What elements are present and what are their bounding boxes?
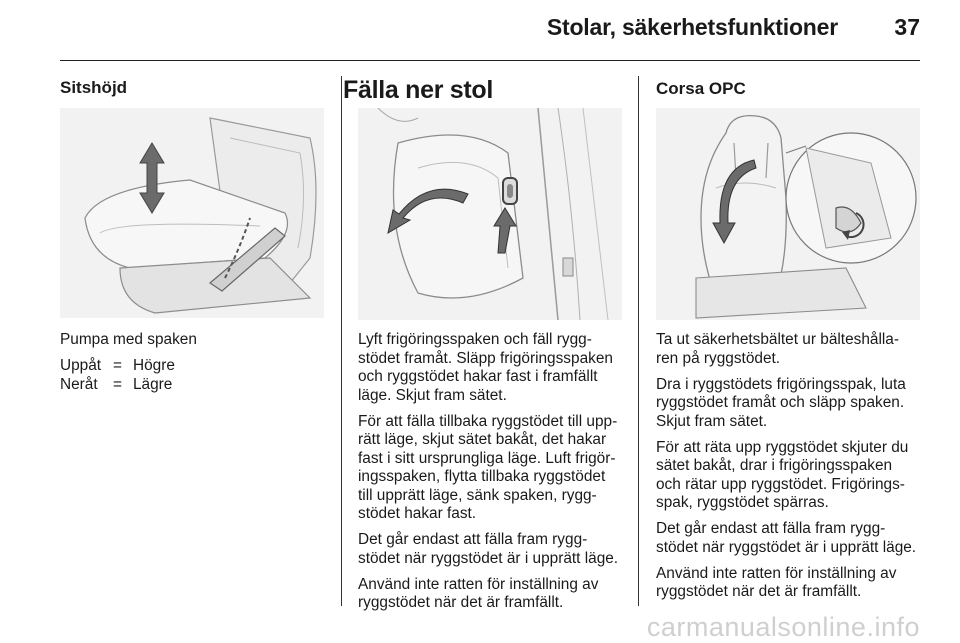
definition-value: Lägre [133, 375, 173, 393]
fold-seat-text [358, 331, 630, 620]
corsa-opc-illustration [656, 108, 920, 320]
paragraph: Använd inte ratten för inställning av ryggstödet när det är framfällt. [358, 575, 599, 611]
corsa-opc-text [656, 331, 926, 609]
corsa-opc-drawing [656, 108, 920, 320]
column-divider-right [638, 76, 639, 606]
paragraph: Använd inte ratten för inställning av ryggstödet när det är framfällt. [656, 564, 897, 600]
paragraph: Det går endast att fälla fram rygg- stödet när ryggstödet är i upprätt läge. [358, 531, 619, 567]
definition-separator: = [113, 375, 122, 393]
section-heading-corsa-opc: Corsa OPC [656, 79, 746, 98]
definition-separator: = [113, 357, 122, 374]
fold-seat-illustration [358, 108, 622, 320]
definition-row [60, 357, 175, 376]
paragraph: För att fälla tillbaka ryggstödet till upp- rätt läge, skjut sätet bakåt, det hakar fast i sitt ursprungliga läge. Luft frigör- ingsspaken, flytta tillbaka ryggstödet till upprätt läge, sänk spaken, rygg- stödet hakar fast. [358, 412, 618, 522]
page-header-title: Stolar, säkerhetsfunktioner [546, 14, 838, 40]
page-number: 37 [894, 14, 920, 40]
seat-height-definitions [60, 357, 175, 394]
seat-height-drawing [60, 108, 324, 318]
seat-height-illustration [60, 108, 324, 318]
definition-term: Uppåt [60, 357, 102, 374]
paragraph: Det går endast att fälla fram rygg- stödet när ryggstödet är i upprätt läge. [656, 520, 917, 556]
paragraph: För att räta upp ryggstödet skjuter du sätet bakåt, drar i frigöringsspaken och rätar upp ryggstödet. Frigörings- spak, ryggstödet spärras. [656, 438, 909, 511]
section-heading-seat-height: Sitshöjd [60, 78, 128, 97]
seat-height-caption: Pumpa med spaken [60, 331, 197, 348]
definition-value: Högre [133, 357, 175, 374]
paragraph: Ta ut säkerhetsbältet ur bälteshålla- ren på ryggstödet. [656, 331, 899, 367]
paragraph: Dra i ryggstödets frigöringsspak, luta ryggstödet framåt och släpp spaken. Skjut fram sätet. [656, 375, 906, 430]
section-heading-fold-seat: Fälla ner stol [343, 76, 494, 104]
header-divider [60, 60, 920, 61]
fold-seat-drawing [358, 108, 622, 320]
watermark: carmanualsonline.info [646, 612, 920, 642]
column-divider-left [341, 76, 342, 606]
paragraph: Lyft frigöringsspaken och fäll rygg- stödet framåt. Släpp frigöringsspaken och ryggstödet hakar fast i framfällt läge. Skjut fram sätet. [358, 331, 613, 404]
definition-term: Neråt [60, 375, 98, 393]
definition-row [60, 376, 175, 395]
